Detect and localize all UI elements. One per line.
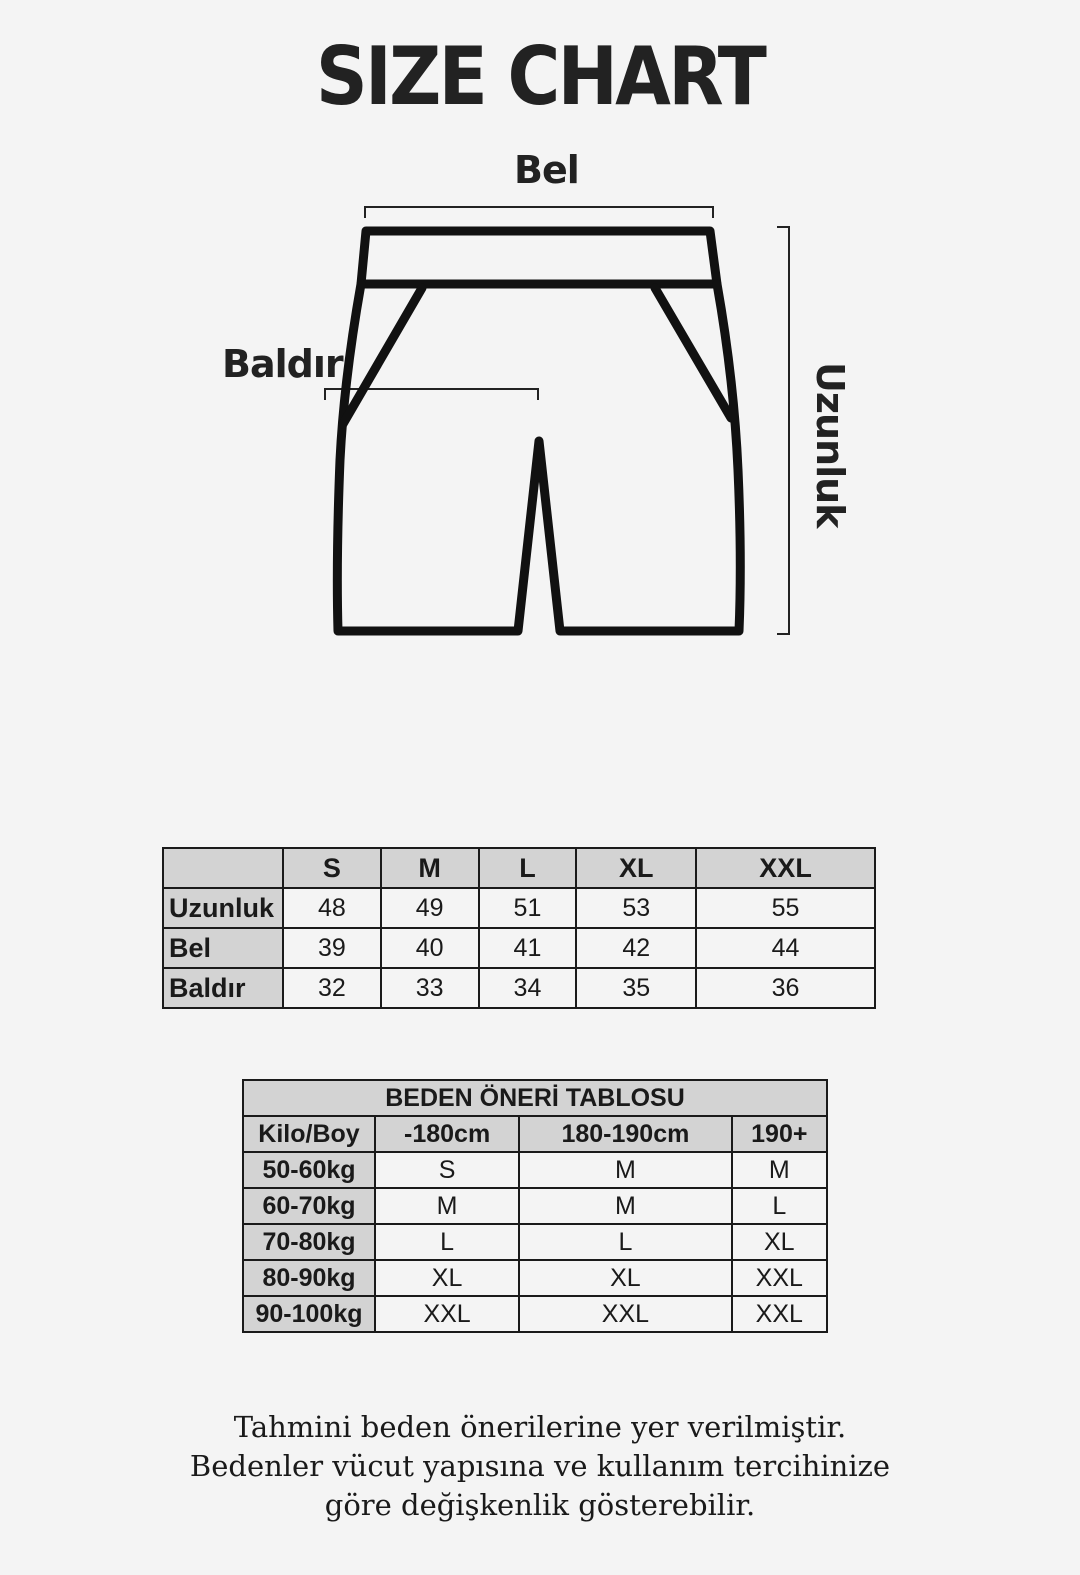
size-cell: 36 <box>696 968 875 1008</box>
recommendation-cell: L <box>732 1188 827 1224</box>
size-cell: 53 <box>576 888 696 928</box>
size-cell: 40 <box>381 928 479 968</box>
recommendation-cell: M <box>519 1188 731 1224</box>
recommendation-caption: BEDEN ÖNERİ TABLOSU <box>243 1080 827 1116</box>
size-col-header: M <box>381 848 479 888</box>
recommendation-cell: M <box>732 1152 827 1188</box>
recommendation-cell: M <box>519 1152 731 1188</box>
length-label: Uzunluk <box>808 362 852 528</box>
recommendation-caption-row <box>243 1080 827 1116</box>
waist-label: Bel <box>514 148 579 192</box>
recommendation-corner: Kilo/Boy <box>243 1116 375 1152</box>
weight-row-header: 80-90kg <box>243 1260 375 1296</box>
note-line: Tahmini beden önerilerine yer verilmiştir. <box>233 1410 847 1444</box>
size-cell: 49 <box>381 888 479 928</box>
table-row <box>243 1260 827 1296</box>
recommendation-table <box>242 1079 828 1333</box>
table-row <box>163 888 875 928</box>
size-cell: 41 <box>479 928 577 968</box>
recommendation-cell: XL <box>375 1260 519 1296</box>
recommendation-cell: XXL <box>519 1296 731 1332</box>
size-table-corner <box>163 848 283 888</box>
table-row <box>163 968 875 1008</box>
table-row <box>243 1224 827 1260</box>
size-col-header: XXL <box>696 848 875 888</box>
size-table <box>162 847 876 1009</box>
note-line: göre değişkenlik gösterebilir. <box>324 1488 756 1522</box>
size-col-header: L <box>479 848 577 888</box>
size-row-header: Baldır <box>163 968 283 1008</box>
size-cell: 39 <box>283 928 381 968</box>
table-row <box>243 1188 827 1224</box>
recommendation-cell: XXL <box>732 1296 827 1332</box>
weight-row-header: 90-100kg <box>243 1296 375 1332</box>
table-row <box>163 928 875 968</box>
size-cell: 33 <box>381 968 479 1008</box>
size-col-header: XL <box>576 848 696 888</box>
size-col-header: S <box>283 848 381 888</box>
waistband-outline <box>361 231 717 284</box>
size-cell: 35 <box>576 968 696 1008</box>
recommendation-cell: S <box>375 1152 519 1188</box>
height-col-header: 190+ <box>732 1116 827 1152</box>
size-table-header-row <box>163 848 875 888</box>
size-row-header: Uzunluk <box>163 888 283 928</box>
recommendation-header-row <box>243 1116 827 1152</box>
length-measure-line <box>777 227 789 634</box>
size-cell: 32 <box>283 968 381 1008</box>
recommendation-cell: XL <box>519 1260 731 1296</box>
weight-row-header: 70-80kg <box>243 1224 375 1260</box>
size-cell: 55 <box>696 888 875 928</box>
recommendation-cell: XL <box>732 1224 827 1260</box>
size-cell: 48 <box>283 888 381 928</box>
recommendation-cell: XXL <box>375 1296 519 1332</box>
size-cell: 51 <box>479 888 577 928</box>
size-cell: 34 <box>479 968 577 1008</box>
waist-measure-line <box>365 207 713 218</box>
thigh-label: Baldır <box>222 342 343 386</box>
size-cell: 44 <box>696 928 875 968</box>
table-row <box>243 1296 827 1332</box>
weight-row-header: 60-70kg <box>243 1188 375 1224</box>
recommendation-cell: XXL <box>732 1260 827 1296</box>
height-col-header: 180-190cm <box>519 1116 731 1152</box>
disclaimer-note <box>0 1408 1080 1525</box>
page-title: SIZE CHART <box>315 30 765 123</box>
size-cell: 42 <box>576 928 696 968</box>
table-row <box>243 1152 827 1188</box>
note-line: Bedenler vücut yapısına ve kullanım tercihinize <box>189 1449 891 1483</box>
weight-row-header: 50-60kg <box>243 1152 375 1188</box>
height-col-header: -180cm <box>375 1116 519 1152</box>
recommendation-cell: L <box>519 1224 731 1260</box>
recommendation-cell: M <box>375 1188 519 1224</box>
size-row-header: Bel <box>163 928 283 968</box>
recommendation-cell: L <box>375 1224 519 1260</box>
shorts-diagram <box>0 0 1080 700</box>
